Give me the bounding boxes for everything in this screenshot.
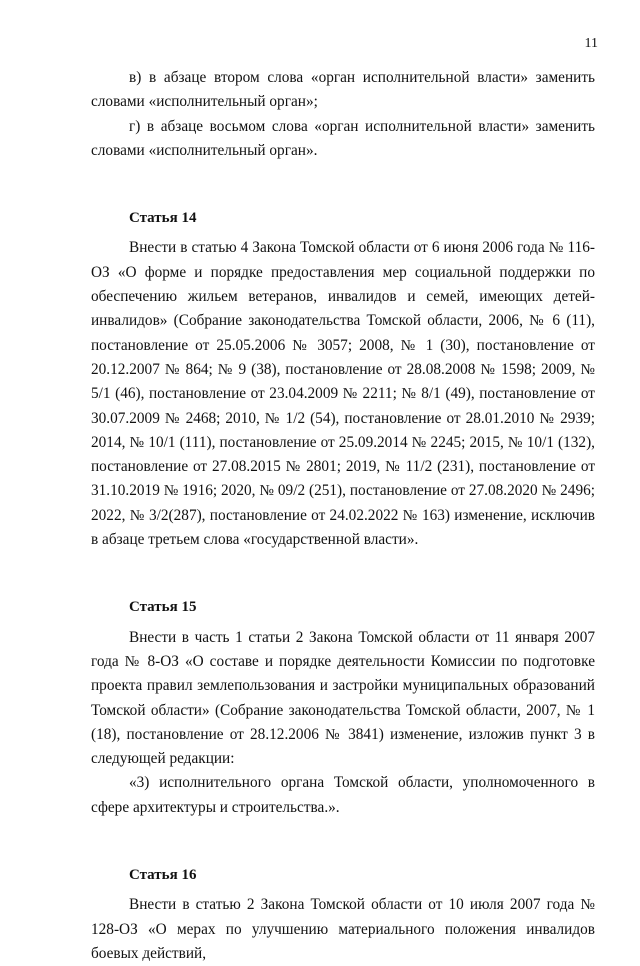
article-16-text: Внести в статью 2 Закона Томской области от 10 июля 2007 года № 128-ОЗ «О мерах по улучшению материального положения инвалидов боевых действий,: [91, 896, 595, 962]
article-14-text: Внести в статью 4 Закона Томской области от 6 июня 2006 года № 116-ОЗ «О форме и порядке предоставления мер социальной поддержки по обеспечению жильем ветеранов, инвалидов и семей, имеющих детей-инвалидов» (Собрание законодательства Томской области, 2006, № 6 (11), постановление от 25.05.2006 № 3057; 2008, № 1 (30), постановление от 20.12.2007 № 864; № 9 (38), постановление от 28.08.2008 № 1598; 2009, № 5/1 (46), постановление от 23.04.2009 № 2211; № 8/1 (49), постановление от 30.07.2009 № 2468; 2010, № 1/2 (54), постановление от 28.01.2010 № 2939; 2014, № 10/1 (111), постановление от 25.09.2014 № 2245; 2015, № 10/1 (132), постановление от 27.08.2015 № 2801; 2019, № 11/2 (231), постановление от 31.10.2019 № 1916; 2020, № 09/2 (251), постановление от 27.08.2020 № 2496; 2022, № 3/2(287), постановление от 24.02.2022 № 163) изменение, исключив в абзаце третьем слова «государственной власти».: [91, 239, 595, 549]
article-15-heading: Статья 15: [129, 599, 197, 616]
article-15-text: Внести в часть 1 статьи 2 Закона Томской области от 11 января 2007 года № 8-ОЗ «О составе и порядке деятельности Комиссии по подготовке проекта правил землепользования и застройки муниципальных образований Томской области» (Собрание законодательства Томской области, 2007, № 1 (18), постановление от 28.12.2006 № 3841) изменение, изложив пункт 3 в следующей редакции:: [91, 628, 595, 768]
paragraph-v: в) в абзаце втором слова «орган исполнительной власти» заменить словами «исполнительный орган»;: [91, 69, 595, 111]
page-number: 11: [584, 36, 598, 51]
document-body: [91, 66, 595, 966]
article-14-heading: Статья 14: [129, 210, 197, 227]
article-16-heading: Статья 16: [129, 867, 197, 884]
article-15-item-3: «3) исполнительного органа Томской области, уполномоченного в сфере архитектуры и строительства.».: [91, 774, 595, 816]
paragraph-g: г) в абзаце восьмом слова «орган исполнительной власти» заменить словами «исполнительный орган».: [91, 117, 595, 159]
